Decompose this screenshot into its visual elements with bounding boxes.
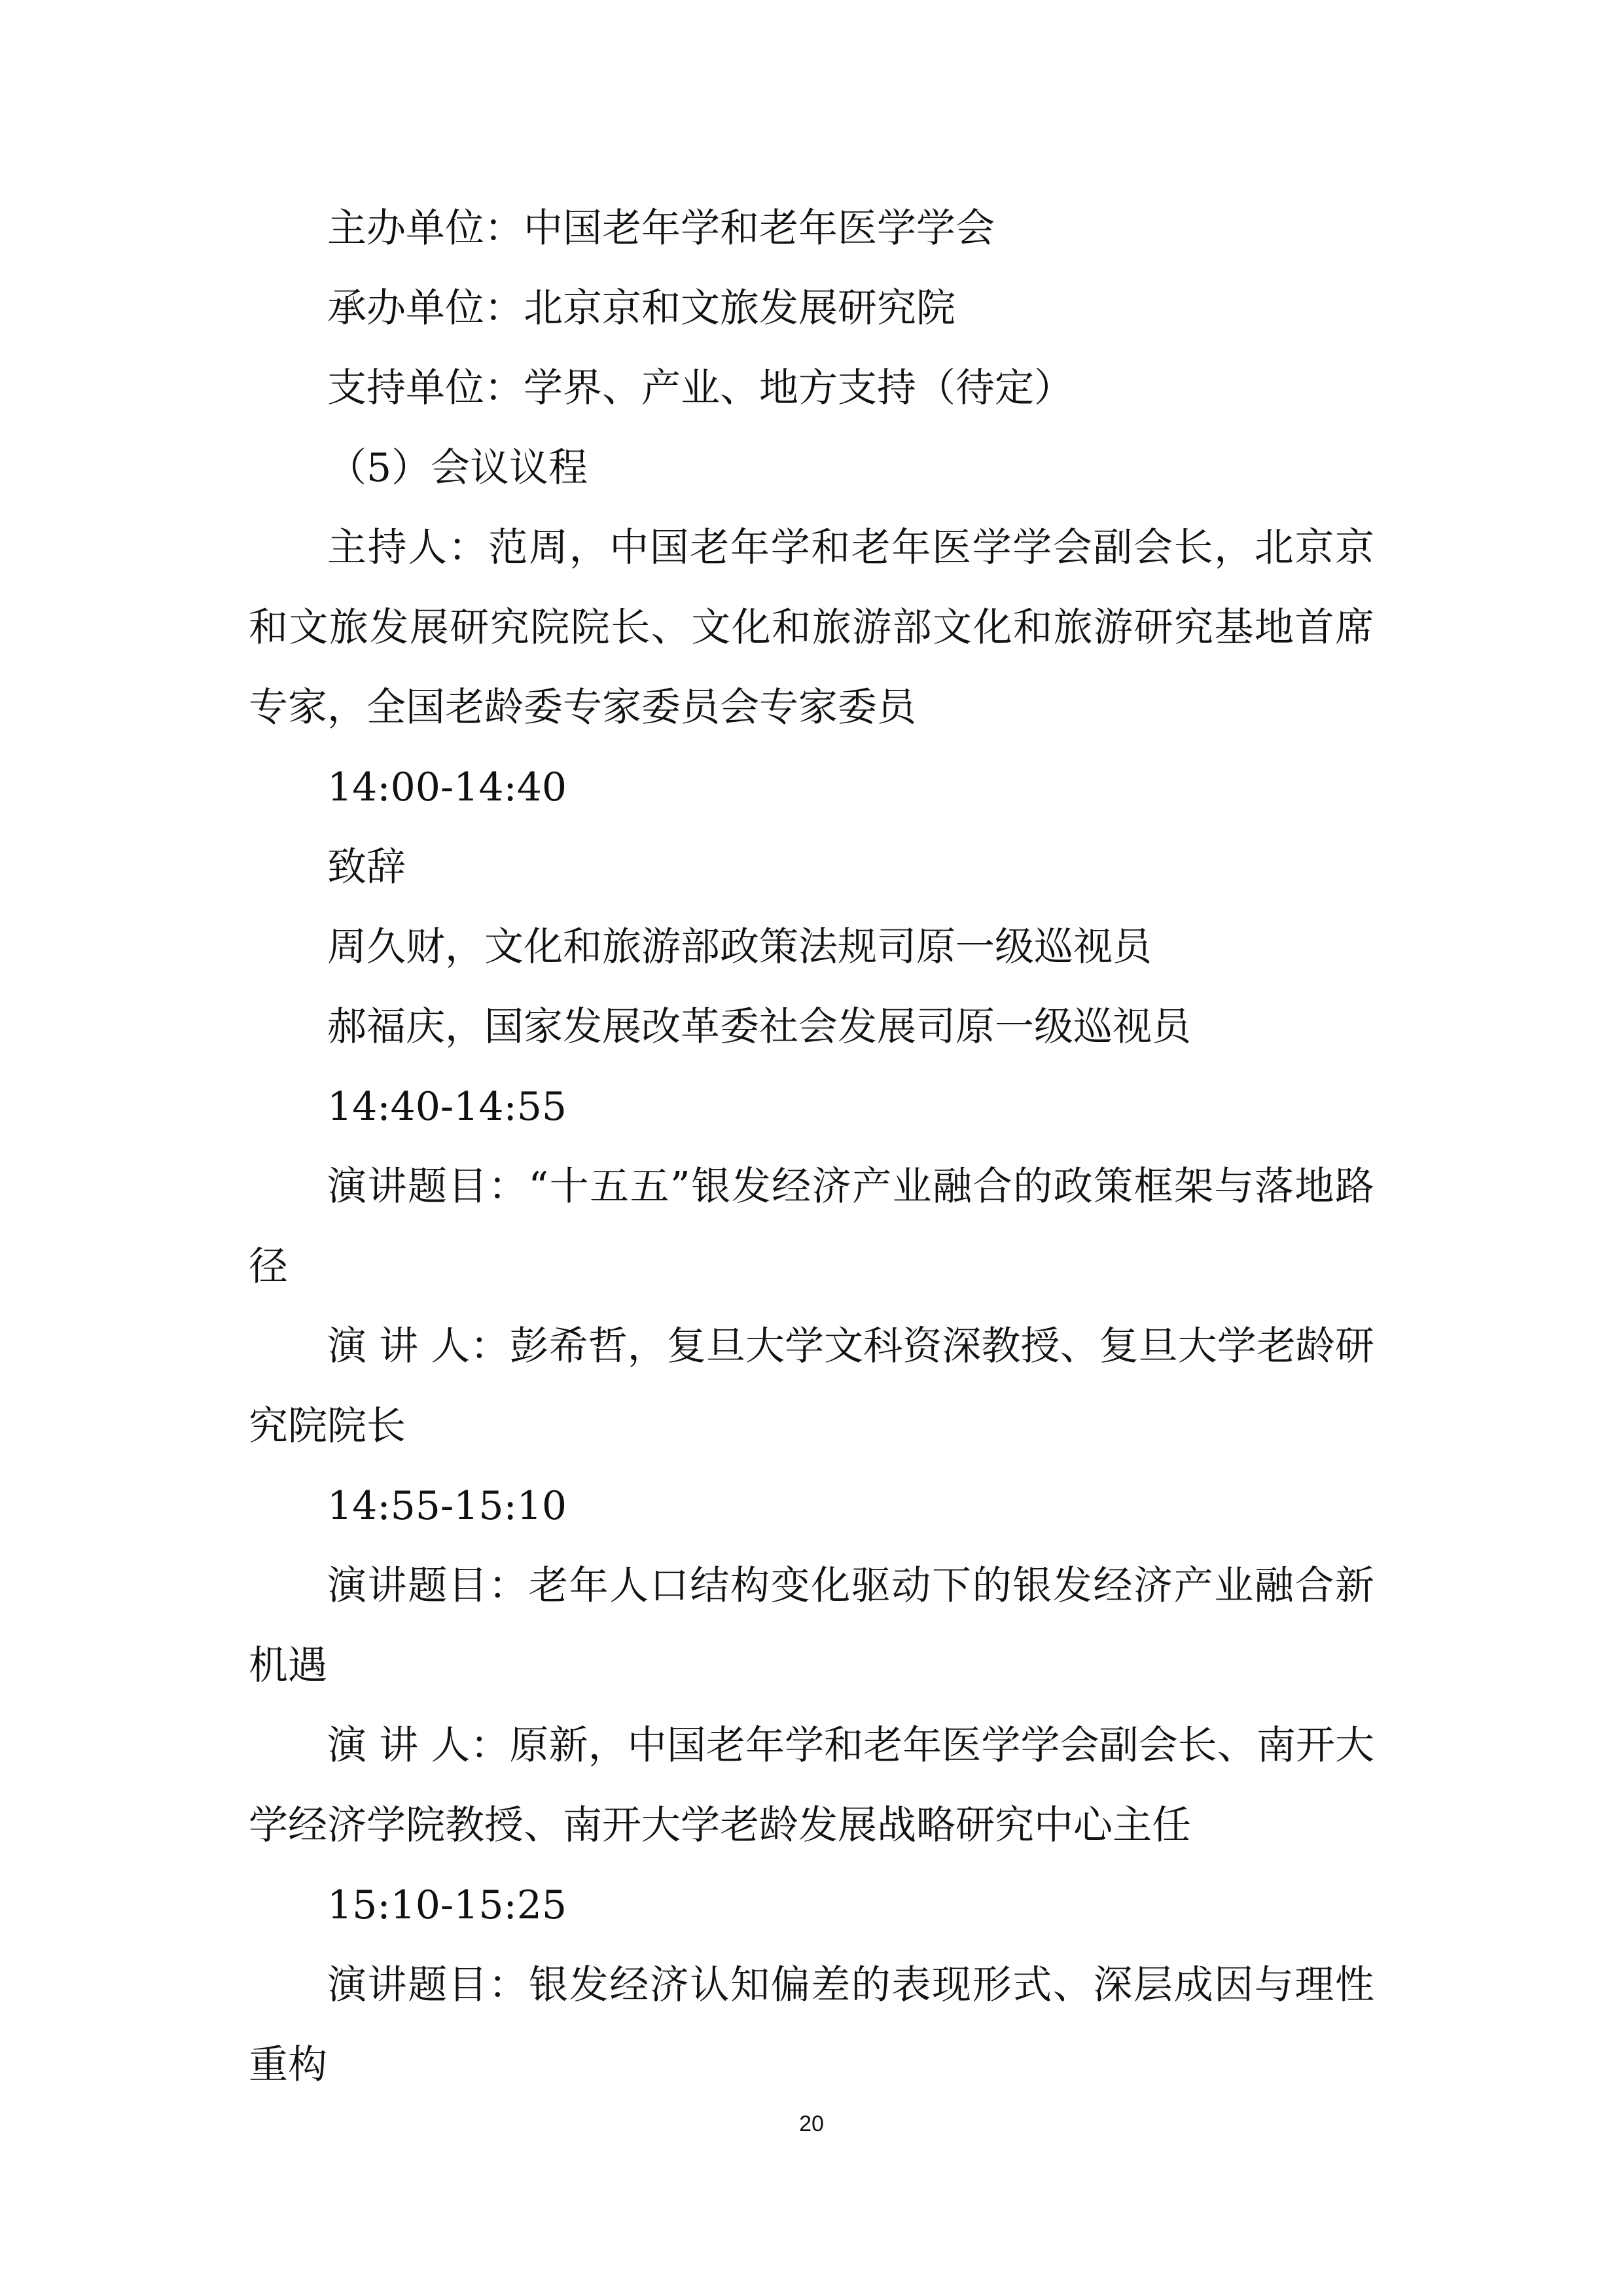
speech-topic: 演讲题目：老年人口结构变化驱动下的银发经济产业融合新机遇 — [249, 1563, 1374, 1689]
time-slot: 14:55-15:10 — [327, 1483, 567, 1529]
speaker-line: 演 讲 人：彭希哲，复旦大学文科资深教授、复旦大学老龄研究院院长 — [249, 1323, 1374, 1449]
speech-topic: 演讲题目：“十五五”银发经济产业融合的政策框架与落地路径 — [249, 1164, 1374, 1289]
time-slot: 15:10-15:25 — [327, 1882, 567, 1928]
page-body — [249, 188, 1374, 2105]
page-number: 20 — [799, 2111, 824, 2136]
section-heading-agenda: （5）会议议程 — [327, 445, 588, 491]
speech-topic: 演讲题目：银发经济认知偏差的表现形式、深层成因与理性重构 — [249, 1962, 1374, 2088]
paragraph-supporter: 支持单位：学界、产业、地方支持（待定） — [327, 365, 1073, 411]
speaker-line: 周久财，文化和旅游部政策法规司原一级巡视员 — [327, 924, 1152, 970]
speaker-line: 演 讲 人：原新，中国老年学和老年医学学会副会长、南开大学经济学院教授、南开大学老龄发展战略研究中心主任 — [249, 1723, 1374, 1848]
time-slot: 14:40-14:55 — [327, 1084, 567, 1130]
speaker-line: 郝福庆，国家发展改革委社会发展司原一级巡视员 — [327, 1004, 1191, 1050]
paragraph-undertaker: 承办单位：北京京和文旅发展研究院 — [327, 285, 955, 331]
paragraph-host: 主持人：范周，中国老年学和老年医学学会副会长，北京京和文旅发展研究院院长、文化和旅游部文化和旅游研究基地首席专家，全国老龄委专家委员会专家委员 — [249, 525, 1374, 730]
time-slot: 14:00-14:40 — [327, 764, 567, 810]
paragraph-organizer: 主办单位：中国老年学和老年医学学会 — [327, 206, 995, 251]
agenda-item-title: 致辞 — [327, 844, 406, 890]
